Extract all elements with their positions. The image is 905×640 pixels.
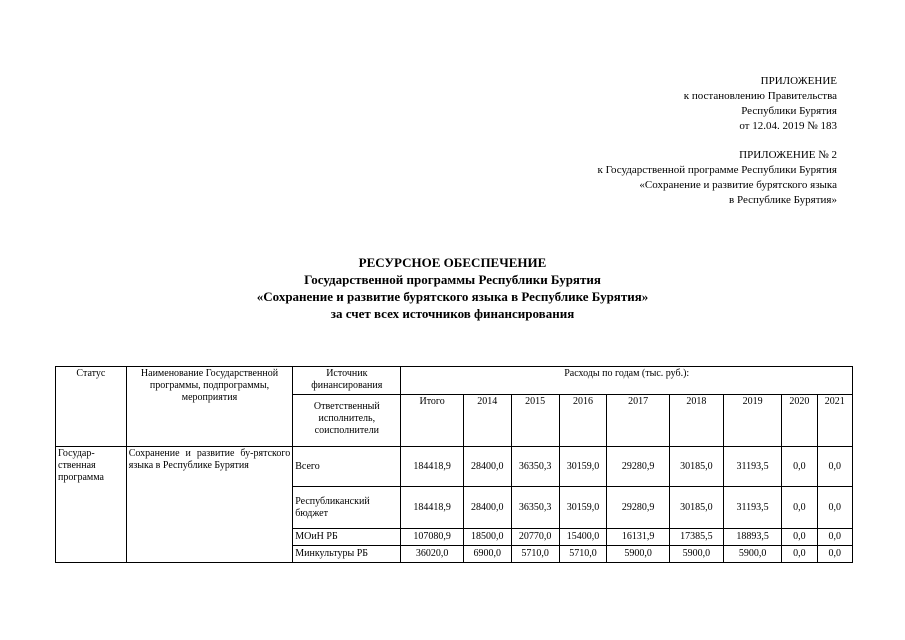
value-cell: 30185,0 [669,487,723,529]
appendix-line: от 12.04. 2019 № 183 [739,120,837,132]
appendix-line: ПРИЛОЖЕНИЕ [760,75,837,87]
value-cell: 184418,9 [401,447,463,487]
status-cell: Государ-ственная программа [56,447,127,563]
appendix-line: «Сохранение и развитие бурятского языка [639,179,837,191]
value-cell: 0,0 [817,529,852,546]
value-cell: 5900,0 [723,546,781,563]
header-year: 2016 [559,395,607,447]
header-year: 2020 [782,395,817,447]
header-status: Статус [56,367,127,447]
value-cell: 0,0 [782,546,817,563]
appendix-line: к Государственной программе Республики Бурятия [597,164,837,176]
value-cell: 18893,5 [723,529,781,546]
value-cell: 18500,0 [463,529,511,546]
value-cell: 0,0 [782,447,817,487]
value-cell: 5710,0 [559,546,607,563]
value-cell: 184418,9 [401,487,463,529]
value-cell: 17385,5 [669,529,723,546]
appendix-line: в Республике Бурятия» [729,194,837,206]
title-line: за счет всех источников финансирования [330,306,575,321]
value-cell: 28400,0 [463,487,511,529]
value-cell: 31193,5 [723,487,781,529]
value-cell: 0,0 [817,447,852,487]
value-cell: 6900,0 [463,546,511,563]
title-line: Государственной программы Республики Бурятия [304,272,601,287]
appendix-line: к постановлению Правительства [683,90,837,102]
header-name: Наименование Государственной программы, подпрограммы, мероприятия [126,367,292,447]
appendix-line: ПРИЛОЖЕНИЕ № 2 [739,149,837,161]
value-cell: 29280,9 [607,447,669,487]
header-expenses: Расходы по годам (тыс. руб.): [401,367,853,395]
value-cell: 0,0 [817,546,852,563]
value-cell: 20770,0 [511,529,559,546]
value-cell: 28400,0 [463,447,511,487]
value-cell: 29280,9 [607,487,669,529]
value-cell: 0,0 [782,487,817,529]
value-cell: 16131,9 [607,529,669,546]
value-cell: 30185,0 [669,447,723,487]
resource-table [55,366,853,563]
header-source: Источник финансирования [293,367,401,395]
source-cell: Всего [293,447,401,487]
header-year: 2021 [817,395,852,447]
value-cell: 0,0 [782,529,817,546]
value-cell: 36350,3 [511,447,559,487]
value-cell: 5710,0 [511,546,559,563]
value-cell: 31193,5 [723,447,781,487]
appendix-resolution [684,74,837,134]
header-year: 2019 [723,395,781,447]
value-cell: 5900,0 [669,546,723,563]
header-year: 2018 [669,395,723,447]
value-cell: 30159,0 [559,447,607,487]
source-cell: Республиканский бюджет [293,487,401,529]
value-cell: 15400,0 [559,529,607,546]
header-year: Итого [401,395,463,447]
value-cell: 30159,0 [559,487,607,529]
header-year: 2014 [463,395,511,447]
table-row [56,447,853,487]
value-cell: 36020,0 [401,546,463,563]
appendix-program [597,148,837,208]
title-line: «Сохранение и развитие бурятского языка в Республике Бурятия» [256,289,649,304]
value-cell: 5900,0 [607,546,669,563]
source-cell: МОиН РБ [293,529,401,546]
header-year: 2015 [511,395,559,447]
title-line: РЕСУРСНОЕ ОБЕСПЕЧЕНИЕ [358,255,547,270]
value-cell: 36350,3 [511,487,559,529]
header-year: 2017 [607,395,669,447]
header-executor: Ответственный исполнитель, соисполнители [293,395,401,447]
appendix-line: Республики Бурятия [741,105,837,117]
value-cell: 107080,9 [401,529,463,546]
document-title [0,254,905,322]
value-cell: 0,0 [817,487,852,529]
source-cell: Минкультуры РБ [293,546,401,563]
program-name-cell: Сохранение и развитие бу-рятского языка в Республике Бурятия [126,447,292,563]
